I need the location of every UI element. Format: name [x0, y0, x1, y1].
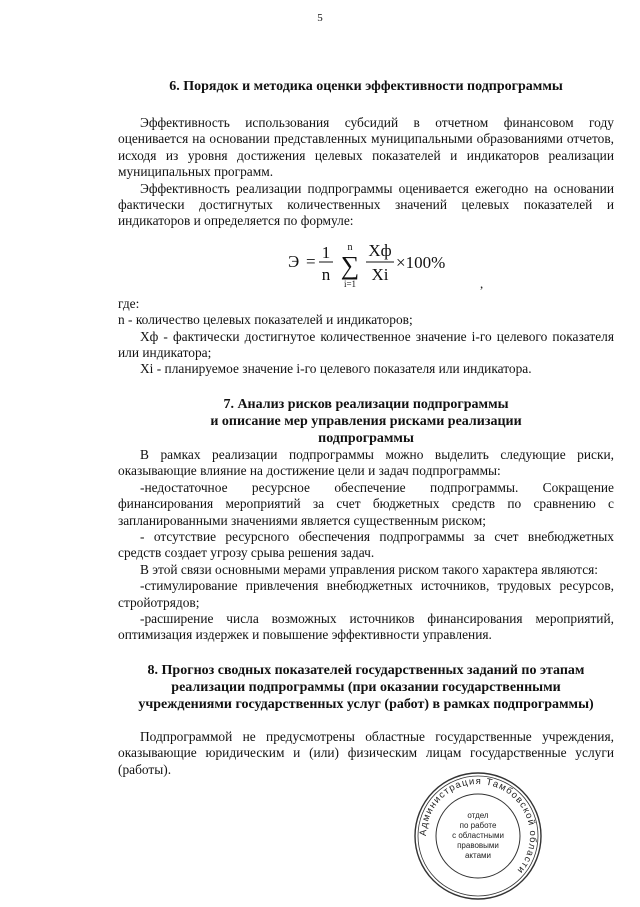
risk-item-1: -недостаточное ресурсное обеспечение подпрограммы. Сокращение финансирования мероприятий за счет бюджетных средств по сравнению с запланированными значениями является существенным риском;	[118, 479, 614, 528]
section-7-heading-line-3: подпрограммы	[318, 430, 414, 446]
section-6-heading: 6. Порядок и методика оценки эффективности подпрограммы	[169, 79, 563, 94]
definition-n: n - количество целевых показателей и индикаторов;	[118, 312, 413, 328]
section-7-paragraph-1: В рамках реализации подпрограммы можно выделить следующие риски, оказывающие влияние на достижение цели и задач подпрограммы:	[118, 446, 614, 479]
formula-multiplier: ×100%	[396, 252, 446, 272]
section-6	[118, 78, 614, 378]
measure-item-2: -расширение числа возможных источников финансирования мероприятий, оптимизация издержек и повышение эффективности управления.	[118, 610, 614, 643]
document-body	[118, 78, 614, 778]
section-8-heading-line-2: реализации подпрограммы (при оказании государственными	[171, 679, 561, 695]
stamp-line-5: актами	[464, 851, 492, 860]
section-8-heading-line-1: 8. Прогноз сводных показателей государственных заданий по этапам	[147, 662, 585, 678]
stamp-line-2: по работе	[459, 821, 497, 830]
stamp-line-1: отдел	[467, 811, 489, 820]
formula-fraction-denominator: n	[321, 264, 331, 284]
section-7-heading-line-1: 7. Анализ рисков реализации подпрограммы	[223, 396, 509, 412]
definition-xi: Хi - планируемое значение i-го целевого показателя или индикатора.	[140, 361, 532, 377]
section-7	[118, 396, 614, 644]
section-8	[118, 662, 614, 778]
formula-sum-sign: ∑	[340, 250, 360, 280]
stamp-line-3: с областными	[452, 831, 504, 840]
definitions-intro: где:	[118, 295, 140, 311]
section-7-heading-line-2: и описание мер управления рисками реализации	[210, 413, 522, 429]
formula-fraction-numerator: 1	[321, 242, 331, 262]
formula-sum-upper: n	[347, 241, 353, 253]
official-stamp	[412, 770, 544, 902]
efficiency-formula	[118, 230, 614, 296]
formula-sum-lower: i=1	[343, 278, 357, 289]
section-8-paragraph-1: Подпрограммой не предусмотрены областные государственные учреждения, оказывающие юридическим и (или) физическим лицам государственные услуги (работы).	[118, 728, 614, 777]
measure-item-1: -стимулирование привлечения внебюджетных источников, трудовых ресурсов, стройотрядов;	[118, 578, 614, 610]
stamp-line-4: правовыми	[457, 841, 499, 850]
stamp-ring-text: Администрация Тамбовской области	[417, 775, 539, 877]
section-8-heading-line-3: учреждениями государственных услуг (работ) в рамках подпрограммы)	[138, 696, 594, 712]
formula-ratio-numerator: Хф	[368, 240, 392, 260]
section-6-paragraph-2: Эффективность реализации подпрограммы оценивается ежегодно на основании фактически достигнутых количественных значений целевых показателей и индикаторов и определяется по формуле:	[118, 180, 614, 229]
formula-ratio-denominator: Хi	[371, 264, 389, 284]
formula-lhs: Э	[288, 251, 300, 271]
risk-item-2: - отсутствие ресурсного обеспечения подпрограммы за счет внебюджетных средств создает угрозу срыва решения задач.	[118, 528, 614, 561]
formula-trailing-comma: ,	[480, 275, 484, 291]
page-number: 5	[317, 12, 323, 24]
section-7-paragraph-2: В этой связи основными мерами управления риском такого характера являются:	[140, 561, 599, 577]
formula-equals: =	[306, 251, 316, 271]
section-6-paragraph-1: Эффективность использования субсидий в отчетном финансовом году оценивается на основании представленных муниципальными образованиями отчетов, исходя из уровня достижения целевых показателей и индикаторов реализации муниципальных программ.	[118, 115, 614, 180]
definition-xf: Хф - фактически достигнутое количественное значение i-го целевого показателя или индикатора;	[118, 328, 614, 361]
